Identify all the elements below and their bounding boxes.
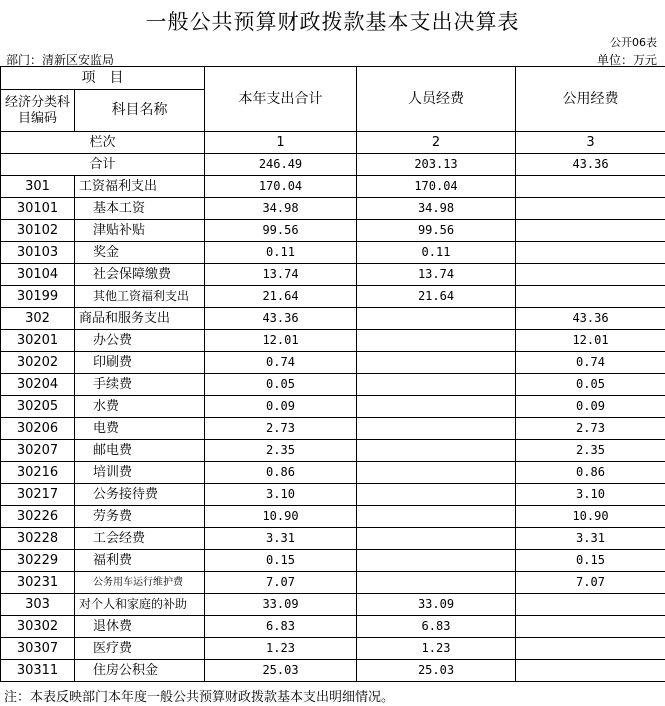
row-code: 30302 — [1, 616, 75, 638]
row-total: 0.05 — [205, 374, 357, 396]
row-code: 30199 — [1, 286, 75, 308]
row-total: 13.74 — [205, 264, 357, 286]
header-subject-name: 科目名称 — [75, 90, 205, 132]
row-total: 0.15 — [205, 550, 357, 572]
row-code: 30103 — [1, 242, 75, 264]
expenditure-table — [0, 66, 665, 682]
row-code: 30216 — [1, 462, 75, 484]
row-public: 12.01 — [516, 330, 665, 352]
row-code: 30104 — [1, 264, 75, 286]
row-name: 手续费 — [75, 374, 205, 396]
row-personnel: 99.56 — [357, 220, 516, 242]
row-total: 0.11 — [205, 242, 357, 264]
row-code: 30205 — [1, 396, 75, 418]
row-total: 34.98 — [205, 198, 357, 220]
row-name: 工资福利支出 — [75, 176, 205, 198]
row-public — [516, 594, 665, 616]
header-econ-code: 经济分类科目编码 — [1, 90, 75, 132]
header-item: 项 目 — [1, 67, 205, 90]
row-total: 6.83 — [205, 616, 357, 638]
row-code: 30231 — [1, 572, 75, 594]
row-total: 99.56 — [205, 220, 357, 242]
table-row — [1, 352, 665, 374]
row-public — [516, 638, 665, 660]
row-total: 33.09 — [205, 594, 357, 616]
row-name: 公务接待费 — [75, 484, 205, 506]
row-public — [516, 286, 665, 308]
row-personnel — [357, 308, 516, 330]
row-public: 2.73 — [516, 418, 665, 440]
row-code: 30102 — [1, 220, 75, 242]
row-name: 对个人和家庭的补助 — [75, 594, 205, 616]
table-row — [1, 638, 665, 660]
row-personnel: 1.23 — [357, 638, 516, 660]
row-total: 43.36 — [205, 308, 357, 330]
row-code: 301 — [1, 176, 75, 198]
row-name: 住房公积金 — [75, 660, 205, 682]
row-public: 0.15 — [516, 550, 665, 572]
table-row — [1, 660, 665, 682]
report-title: 一般公共预算财政拨款基本支出决算表 — [145, 10, 520, 34]
row-personnel — [357, 440, 516, 462]
row-total: 1.23 — [205, 638, 357, 660]
row-code: 30217 — [1, 484, 75, 506]
total-row-public: 43.36 — [516, 154, 665, 176]
row-name: 培训费 — [75, 462, 205, 484]
row-personnel: 25.03 — [357, 660, 516, 682]
row-total: 0.09 — [205, 396, 357, 418]
table-row — [1, 286, 665, 308]
row-public — [516, 242, 665, 264]
row-personnel — [357, 462, 516, 484]
row-personnel: 13.74 — [357, 264, 516, 286]
table-row — [1, 396, 665, 418]
row-personnel: 21.64 — [357, 286, 516, 308]
department-label: 部门：清新区安监局 — [6, 53, 115, 67]
header-personnel: 人员经费 — [357, 67, 516, 132]
table-row — [1, 198, 665, 220]
row-code: 30204 — [1, 374, 75, 396]
header-total: 本年支出合计 — [205, 67, 357, 132]
table-row — [1, 462, 665, 484]
row-public: 3.31 — [516, 528, 665, 550]
total-row-total: 246.49 — [205, 154, 357, 176]
row-total: 7.07 — [205, 572, 357, 594]
table-row — [1, 550, 665, 572]
row-personnel — [357, 352, 516, 374]
row-name: 商品和服务支出 — [75, 308, 205, 330]
row-public — [516, 220, 665, 242]
row-code: 30311 — [1, 660, 75, 682]
row-personnel: 170.04 — [357, 176, 516, 198]
row-name: 医疗费 — [75, 638, 205, 660]
column-1: 1 — [205, 132, 357, 154]
row-code: 30229 — [1, 550, 75, 572]
table-row — [1, 242, 665, 264]
row-code: 30207 — [1, 440, 75, 462]
row-total: 2.73 — [205, 418, 357, 440]
row-name: 电费 — [75, 418, 205, 440]
row-name: 工会经费 — [75, 528, 205, 550]
row-personnel: 34.98 — [357, 198, 516, 220]
row-personnel — [357, 528, 516, 550]
row-name: 邮电费 — [75, 440, 205, 462]
row-total: 2.35 — [205, 440, 357, 462]
row-personnel: 0.11 — [357, 242, 516, 264]
row-code: 30226 — [1, 506, 75, 528]
table-row — [1, 616, 665, 638]
row-public: 43.36 — [516, 308, 665, 330]
row-name: 公务用车运行维护费 — [75, 572, 205, 594]
table-row — [1, 176, 665, 198]
row-name: 福利费 — [75, 550, 205, 572]
row-personnel — [357, 484, 516, 506]
column-row-label: 栏次 — [1, 132, 205, 154]
total-row-personnel: 203.13 — [357, 154, 516, 176]
row-total: 0.86 — [205, 462, 357, 484]
table-row — [1, 220, 665, 242]
table-row — [1, 506, 665, 528]
row-total: 12.01 — [205, 330, 357, 352]
row-public — [516, 176, 665, 198]
row-name: 退休费 — [75, 616, 205, 638]
row-code: 30201 — [1, 330, 75, 352]
row-public — [516, 198, 665, 220]
row-public: 10.90 — [516, 506, 665, 528]
row-name: 其他工资福利支出 — [75, 286, 205, 308]
table-row — [1, 484, 665, 506]
table-row — [1, 308, 665, 330]
row-personnel: 33.09 — [357, 594, 516, 616]
row-public: 7.07 — [516, 572, 665, 594]
row-name: 奖金 — [75, 242, 205, 264]
row-total: 3.10 — [205, 484, 357, 506]
row-total: 21.64 — [205, 286, 357, 308]
row-name: 水费 — [75, 396, 205, 418]
unit-label: 单位：万元 — [596, 53, 657, 67]
row-public: 0.74 — [516, 352, 665, 374]
table-code: 公开06表 — [610, 36, 657, 49]
table-row — [1, 594, 665, 616]
table-row — [1, 330, 665, 352]
row-personnel — [357, 396, 516, 418]
row-personnel: 6.83 — [357, 616, 516, 638]
row-personnel — [357, 330, 516, 352]
row-public: 2.35 — [516, 440, 665, 462]
row-code: 303 — [1, 594, 75, 616]
table-row — [1, 264, 665, 286]
row-public — [516, 264, 665, 286]
row-total: 0.74 — [205, 352, 357, 374]
row-personnel — [357, 374, 516, 396]
row-public: 0.86 — [516, 462, 665, 484]
row-name: 印刷费 — [75, 352, 205, 374]
row-personnel — [357, 550, 516, 572]
table-row — [1, 528, 665, 550]
row-name: 劳务费 — [75, 506, 205, 528]
row-personnel — [357, 506, 516, 528]
header-public: 公用经费 — [516, 67, 665, 132]
table-row — [1, 418, 665, 440]
row-personnel — [357, 418, 516, 440]
table-row — [1, 440, 665, 462]
row-name: 社会保障缴费 — [75, 264, 205, 286]
row-public: 3.10 — [516, 484, 665, 506]
column-3: 3 — [516, 132, 665, 154]
row-total: 10.90 — [205, 506, 357, 528]
column-2: 2 — [357, 132, 516, 154]
row-total: 25.03 — [205, 660, 357, 682]
row-code: 30307 — [1, 638, 75, 660]
table-row — [1, 374, 665, 396]
row-total: 170.04 — [205, 176, 357, 198]
row-code: 302 — [1, 308, 75, 330]
row-name: 办公费 — [75, 330, 205, 352]
row-personnel — [357, 572, 516, 594]
row-code: 30228 — [1, 528, 75, 550]
row-code: 30202 — [1, 352, 75, 374]
row-public: 0.09 — [516, 396, 665, 418]
row-code: 30101 — [1, 198, 75, 220]
row-public — [516, 660, 665, 682]
row-code: 30206 — [1, 418, 75, 440]
row-name: 基本工资 — [75, 198, 205, 220]
total-row-label: 合计 — [1, 154, 205, 176]
row-public: 0.05 — [516, 374, 665, 396]
row-public — [516, 616, 665, 638]
table-row — [1, 572, 665, 594]
row-name: 津贴补贴 — [75, 220, 205, 242]
table-note: 注：本表反映部门本年度一般公共预算财政拨款基本支出明细情况。 — [4, 690, 395, 705]
row-total: 3.31 — [205, 528, 357, 550]
